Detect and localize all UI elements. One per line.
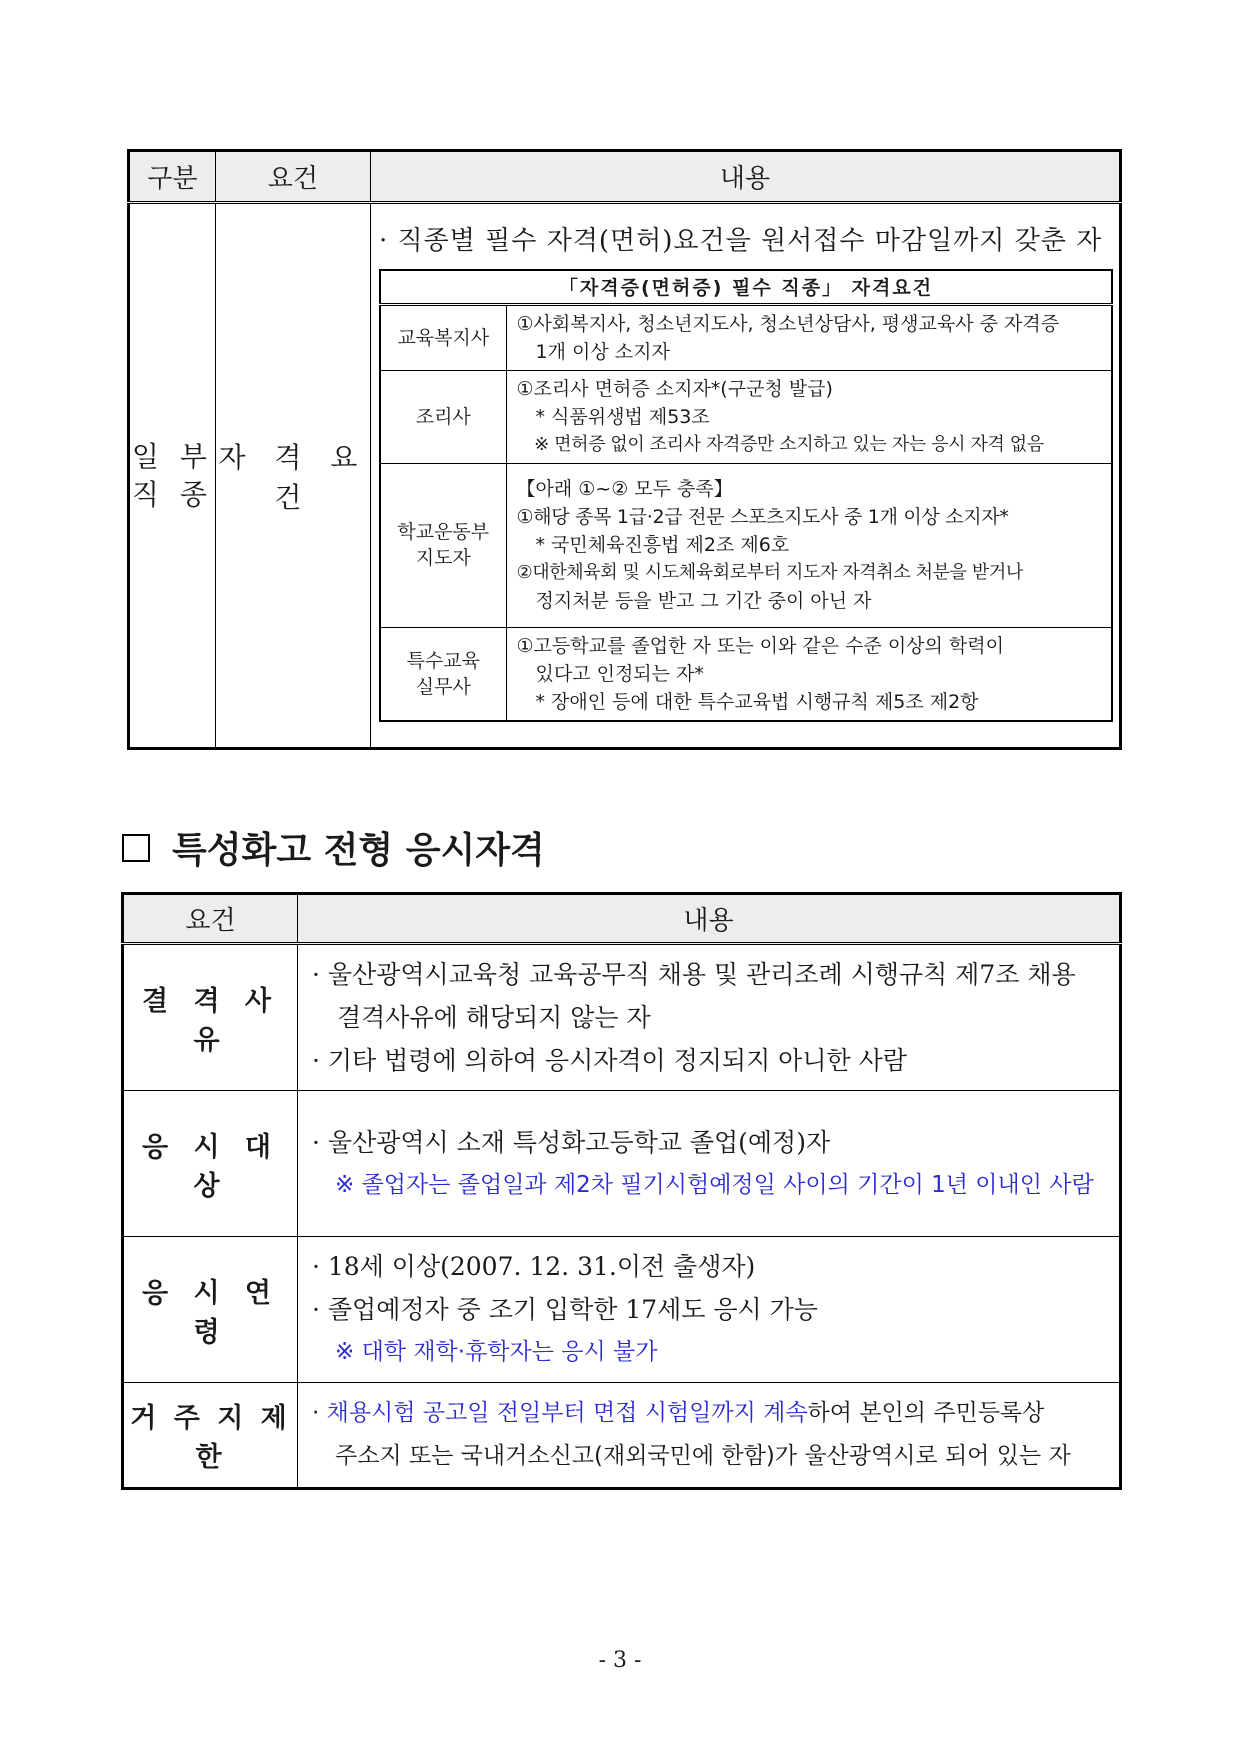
row-content (298, 1237, 1121, 1383)
table-header-row (129, 151, 1121, 203)
bullet: · (312, 1400, 327, 1426)
desc-line: 【아래 ①~② 모두 충족】 (516, 478, 733, 500)
checkbox-square-icon (122, 834, 150, 862)
header-content: 내용 (298, 894, 1121, 944)
content-line: · 울산광역시 소재 특성화고등학교 졸업(예정)자 (312, 1127, 831, 1157)
desc-cell (506, 304, 1112, 370)
role-cell (380, 627, 506, 721)
row-label-disqualification: 결 격 사 유 (123, 944, 298, 1091)
role-label: 학교운동부 (397, 521, 490, 543)
row-content (298, 1091, 1121, 1237)
role-label: 조리사 (415, 405, 471, 428)
role-cell (380, 304, 506, 370)
row-label-residence: 거 주 지 제 한 (123, 1383, 298, 1489)
table-row (380, 370, 1112, 463)
table-row (123, 1091, 1121, 1237)
desc-line: ①사회복지사, 청소년지도사, 청소년상담사, 평생교육사 중 자격증 (516, 312, 1060, 335)
qualification-table (127, 149, 1122, 750)
content-line: 주소지 또는 국내거소신고(재외국민에 한함)가 울산광역시로 되어 있는 자 (312, 1443, 1071, 1469)
highlighted-text: 채용시험 공고일 전일부터 면접 시험일까지 계속 (326, 1400, 808, 1426)
desc-line: * 국민체육진흥법 제2조 제6호 (516, 534, 790, 556)
table-row (380, 463, 1112, 627)
desc-line: 1개 이상 소지자 (516, 340, 670, 363)
inner-table-title: 「자격증(면허증) 필수 직종」 자격요건 (380, 270, 1112, 304)
role-label: 특수교육 (406, 649, 480, 672)
desc-line: 정지처분 등을 받고 그 기간 중이 아닌 자 (516, 590, 872, 612)
content-line-note: ※ 졸업자는 졸업일과 제2차 필기시험예정일 사이의 기간이 1년 이내인 사람 (312, 1171, 1094, 1198)
row-content (298, 1383, 1121, 1489)
table-row (129, 203, 1121, 749)
table-row (380, 304, 1112, 370)
header-category: 구분 (129, 151, 216, 203)
content-line (312, 1392, 1111, 1435)
category-line-1: 일 부 (131, 439, 213, 473)
row-label-target: 응 시 대 상 (123, 1091, 298, 1237)
role-cell (380, 370, 506, 463)
role-label: 교육복지사 (397, 326, 490, 349)
content-line-note: ※ 대학 재학·휴학자는 응시 불가 (312, 1339, 658, 1365)
desc-line: ②대한체육회 및 시도체육회로부터 지도자 자격취소 처분을 받거나 (516, 562, 1023, 583)
category-line-2: 직 종 (131, 477, 213, 511)
desc-line: ①해당 종목 1급·2급 전문 스포츠지도사 중 1개 이상 소지자* (516, 506, 1009, 528)
content-line: · 기타 법령에 의하여 응시자격이 정지되지 아니한 사람 (312, 1046, 907, 1075)
table-row (123, 944, 1121, 1091)
row-content (298, 944, 1121, 1091)
content-line: · 18세 이상(2007. 12. 31.이전 출생자) (312, 1252, 756, 1281)
desc-line: ※ 면허증 없이 조리사 자격증만 소지하고 있는 자는 응시 자격 없음 (516, 433, 1044, 455)
desc-line: ①조리사 면허증 소지자*(구군청 발급) (516, 377, 833, 400)
role-label: 지도자 (415, 547, 471, 569)
content-line: 결격사유에 해당되지 않는 자 (312, 1003, 651, 1032)
table-row (123, 1383, 1121, 1489)
plain-text: 하여 본인의 주민등록상 (807, 1400, 1045, 1426)
header-content: 내용 (371, 151, 1121, 203)
role-cell (380, 463, 506, 627)
vocational-eligibility-table (121, 892, 1122, 1490)
row-label-age: 응 시 연 령 (123, 1237, 298, 1383)
category-cell (129, 203, 216, 749)
section-title (122, 822, 545, 873)
section-title-text: 특성화고 전형 응시자격 (172, 830, 545, 871)
desc-line: * 장애인 등에 대한 특수교육법 시행규칙 제5조 제2항 (516, 690, 979, 713)
content-line: · 울산광역시교육청 교육공무직 채용 및 관리조례 시행규칙 제7조 채용 (312, 960, 1076, 989)
page-number: - 3 - (598, 1648, 642, 1673)
header-requirement: 요건 (123, 894, 298, 944)
desc-cell (506, 370, 1112, 463)
header-requirement: 요건 (215, 151, 370, 203)
bullet-text: · 직종별 필수 자격(면허)요건을 원서접수 마감일까지 갖춘 자 (379, 226, 1103, 256)
role-label: 실무사 (415, 675, 471, 698)
table-header-row (123, 894, 1121, 944)
desc-cell (506, 463, 1112, 627)
desc-line: * 식품위생법 제53조 (516, 405, 710, 428)
content-line: · 졸업예정자 중 조기 입학한 17세도 응시 가능 (312, 1295, 818, 1324)
desc-line: 있다고 인정되는 자* (516, 662, 704, 685)
table-row (123, 1237, 1121, 1383)
requirement-cell: 자 격 요 건 (215, 203, 370, 749)
desc-cell (506, 627, 1112, 721)
inner-requirements-table (379, 269, 1113, 722)
table-row (380, 627, 1112, 721)
content-cell (371, 203, 1121, 749)
desc-line: ①고등학교를 졸업한 자 또는 이와 같은 수준 이상의 학력이 (516, 634, 1004, 657)
